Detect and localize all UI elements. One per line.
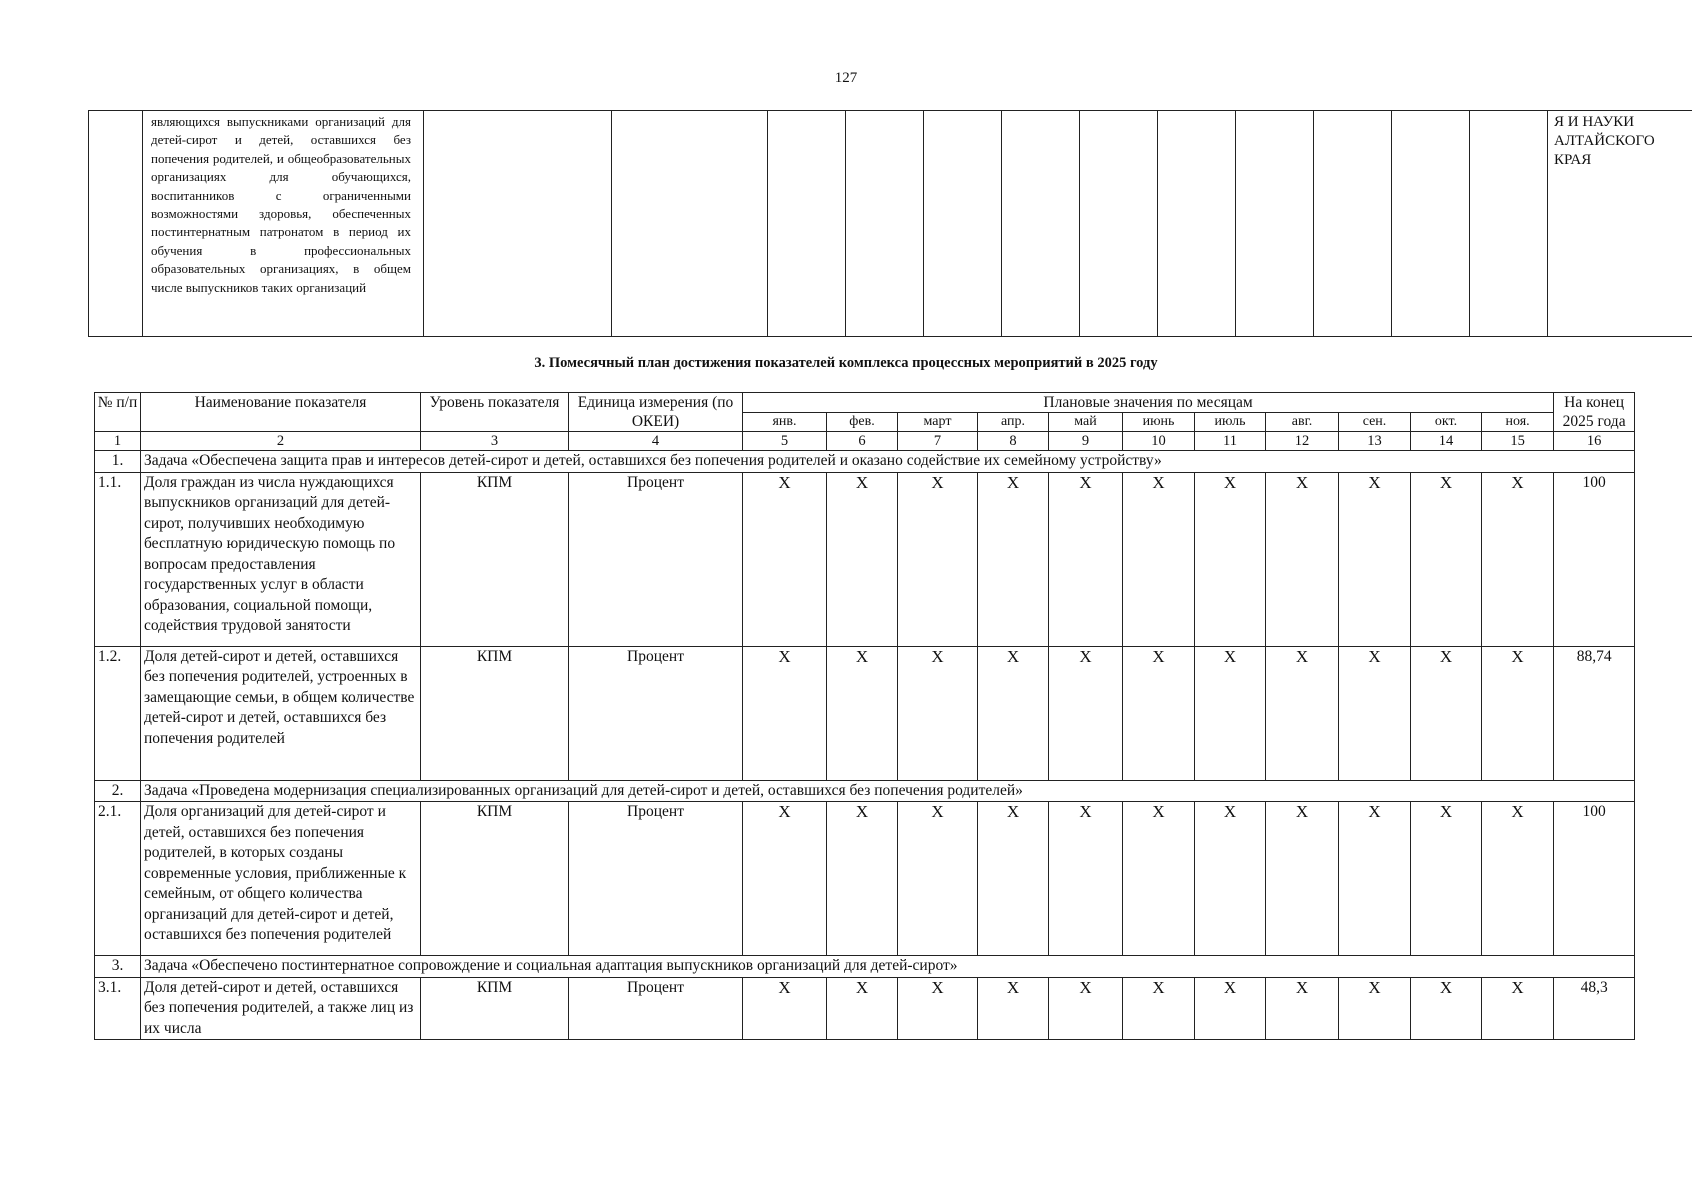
header-month: окт. — [1411, 413, 1482, 432]
end-value: 48,3 — [1554, 977, 1635, 1040]
column-number: 6 — [827, 432, 898, 451]
month-value: X — [898, 646, 978, 780]
month-value: X — [1411, 977, 1482, 1040]
indicator-num: 1.2. — [95, 646, 141, 780]
header-name: Наименование показателя — [141, 393, 421, 432]
month-value: X — [1195, 802, 1266, 956]
continuation-cell — [846, 111, 924, 337]
header-planned: Плановые значения по месяцам — [743, 393, 1554, 413]
indicator-row — [95, 472, 1635, 646]
header-month: янв. — [743, 413, 827, 432]
section-title: 3. Помесячный план достижения показателей комплекса процессных мероприятий в 2025 году — [534, 355, 1158, 371]
continuation-cell — [1392, 111, 1470, 337]
continuation-cell — [924, 111, 1002, 337]
task-num: 2. — [95, 780, 141, 802]
continuation-cell — [1080, 111, 1158, 337]
column-number: 16 — [1554, 432, 1635, 451]
page-number: 127 — [834, 70, 858, 86]
month-value: X — [1123, 472, 1195, 646]
header-month: сен. — [1339, 413, 1411, 432]
column-number: 14 — [1411, 432, 1482, 451]
indicator-num: 2.1. — [95, 802, 141, 956]
column-number: 15 — [1482, 432, 1554, 451]
month-value: X — [827, 646, 898, 780]
month-value: X — [1411, 802, 1482, 956]
end-value: 100 — [1554, 802, 1635, 956]
month-value: X — [1195, 472, 1266, 646]
indicator-unit: Процент — [569, 802, 743, 956]
task-num: 1. — [95, 451, 141, 473]
task-text: Задача «Проведена модернизация специализированных организаций для детей-сирот и детей, оставшихся без попечения родителей» — [141, 780, 1635, 802]
month-value: X — [1339, 977, 1411, 1040]
task-num: 3. — [95, 956, 141, 978]
month-value: X — [1123, 977, 1195, 1040]
month-value: X — [827, 977, 898, 1040]
indicator-name: Доля детей-сирот и детей, оставшихся без попечения родителей, устроенных в замещающие семьи, в общем количестве детей-сирот и детей, оставшихся без попечения родителей — [141, 646, 421, 780]
end-value: 100 — [1554, 472, 1635, 646]
month-value: X — [1266, 472, 1339, 646]
month-value: X — [898, 977, 978, 1040]
month-value: X — [978, 977, 1049, 1040]
column-number: 3 — [421, 432, 569, 451]
continuation-cell — [768, 111, 846, 337]
month-value: X — [978, 472, 1049, 646]
continuation-organization: Я И НАУКИ АЛТАЙСКОГО КРАЯ — [1548, 111, 1692, 337]
month-value: X — [1411, 472, 1482, 646]
task-text: Задача «Обеспечено постинтернатное сопровождение и социальная адаптация выпускников организаций для детей-сирот» — [141, 956, 1635, 978]
continuation-cell — [1236, 111, 1314, 337]
month-value: X — [1049, 977, 1123, 1040]
continuation-cell — [1314, 111, 1392, 337]
header-unit: Единица измерения (по ОКЕИ) — [569, 393, 743, 432]
month-value: X — [1049, 646, 1123, 780]
header-month: авг. — [1266, 413, 1339, 432]
month-value: X — [827, 802, 898, 956]
column-number: 5 — [743, 432, 827, 451]
indicator-level: КПМ — [421, 977, 569, 1040]
indicator-level: КПМ — [421, 802, 569, 956]
indicator-unit: Процент — [569, 977, 743, 1040]
month-value: X — [743, 802, 827, 956]
task-row — [95, 780, 1635, 802]
indicator-row — [95, 802, 1635, 956]
header-month: июль — [1195, 413, 1266, 432]
column-number: 2 — [141, 432, 421, 451]
column-number: 8 — [978, 432, 1049, 451]
month-value: X — [1049, 802, 1123, 956]
indicator-name: Доля граждан из числа нуждающихся выпускников организаций для детей-сирот, получивших необходимую бесплатную юридическую помощь по вопросам предоставления государственных услуг в области образования, социальной помощи, содействия трудовой занятости — [141, 472, 421, 646]
indicator-num: 1.1. — [95, 472, 141, 646]
header-month: апр. — [978, 413, 1049, 432]
indicator-row — [95, 646, 1635, 780]
column-number: 13 — [1339, 432, 1411, 451]
column-number: 9 — [1049, 432, 1123, 451]
month-value: X — [978, 802, 1049, 956]
month-value: X — [1195, 977, 1266, 1040]
column-number: 11 — [1195, 432, 1266, 451]
header-num: № п/п — [95, 393, 141, 432]
header-month: июнь — [1123, 413, 1195, 432]
month-value: X — [1482, 977, 1554, 1040]
indicator-unit: Процент — [569, 646, 743, 780]
month-value: X — [1339, 802, 1411, 956]
indicator-level: КПМ — [421, 646, 569, 780]
month-value: X — [743, 646, 827, 780]
indicator-row — [95, 977, 1635, 1040]
indicator-unit: Процент — [569, 472, 743, 646]
continuation-cell — [424, 111, 612, 337]
month-value: X — [1339, 646, 1411, 780]
month-value: X — [1123, 802, 1195, 956]
header-end: На конец 2025 года — [1554, 393, 1635, 432]
column-number: 1 — [95, 432, 141, 451]
header-month: ноя. — [1482, 413, 1554, 432]
header-month: май — [1049, 413, 1123, 432]
month-value: X — [978, 646, 1049, 780]
month-value: X — [1266, 646, 1339, 780]
task-text: Задача «Обеспечена защита прав и интересов детей-сирот и детей, оставшихся без попечения родителей и оказано содействие их семейному устройству» — [141, 451, 1635, 473]
continuation-cell — [1470, 111, 1548, 337]
column-number: 12 — [1266, 432, 1339, 451]
indicator-name: Доля организаций для детей-сирот и детей, оставшихся без попечения родителей, в которых созданы современные условия, приближенные к семейным, от общего количества организаций для детей-сирот и детей, оставшихся без попечения родителей — [141, 802, 421, 956]
header-month: март — [898, 413, 978, 432]
continuation-num-cell — [89, 111, 143, 337]
header-level: Уровень показателя — [421, 393, 569, 432]
month-value: X — [1482, 646, 1554, 780]
month-value: X — [743, 977, 827, 1040]
indicator-level: КПМ — [421, 472, 569, 646]
month-value: X — [1266, 802, 1339, 956]
indicator-name: Доля детей-сирот и детей, оставшихся без попечения родителей, а также лиц из их числа — [141, 977, 421, 1040]
month-value: X — [1411, 646, 1482, 780]
task-row — [95, 956, 1635, 978]
end-value: 88,74 — [1554, 646, 1635, 780]
header-month: фев. — [827, 413, 898, 432]
month-value: X — [898, 472, 978, 646]
month-value: X — [1266, 977, 1339, 1040]
continuation-cell — [1002, 111, 1080, 337]
task-row — [95, 451, 1635, 473]
month-value: X — [1049, 472, 1123, 646]
month-value: X — [1195, 646, 1266, 780]
column-number: 7 — [898, 432, 978, 451]
month-value: X — [1123, 646, 1195, 780]
column-number: 4 — [569, 432, 743, 451]
month-value: X — [1482, 802, 1554, 956]
indicator-num: 3.1. — [95, 977, 141, 1040]
continuation-table — [88, 110, 1692, 337]
month-value: X — [1482, 472, 1554, 646]
continuation-cell — [1158, 111, 1236, 337]
monthly-plan-table — [94, 392, 1635, 1040]
month-value: X — [827, 472, 898, 646]
continuation-description: являющихся выпускниками организаций для детей-сирот и детей, оставшихся без попечения родителей, и общеобразовательных организациях для обучающихся, воспитанников с ограниченными возможностями здоровья, обеспеченных постинтернатным патронатом в период их обучения в профессиональных образовательных организациях, в общем числе выпускников таких организаций — [143, 111, 424, 337]
column-number: 10 — [1123, 432, 1195, 451]
month-value: X — [1339, 472, 1411, 646]
month-value: X — [898, 802, 978, 956]
month-value: X — [743, 472, 827, 646]
continuation-cell — [612, 111, 768, 337]
